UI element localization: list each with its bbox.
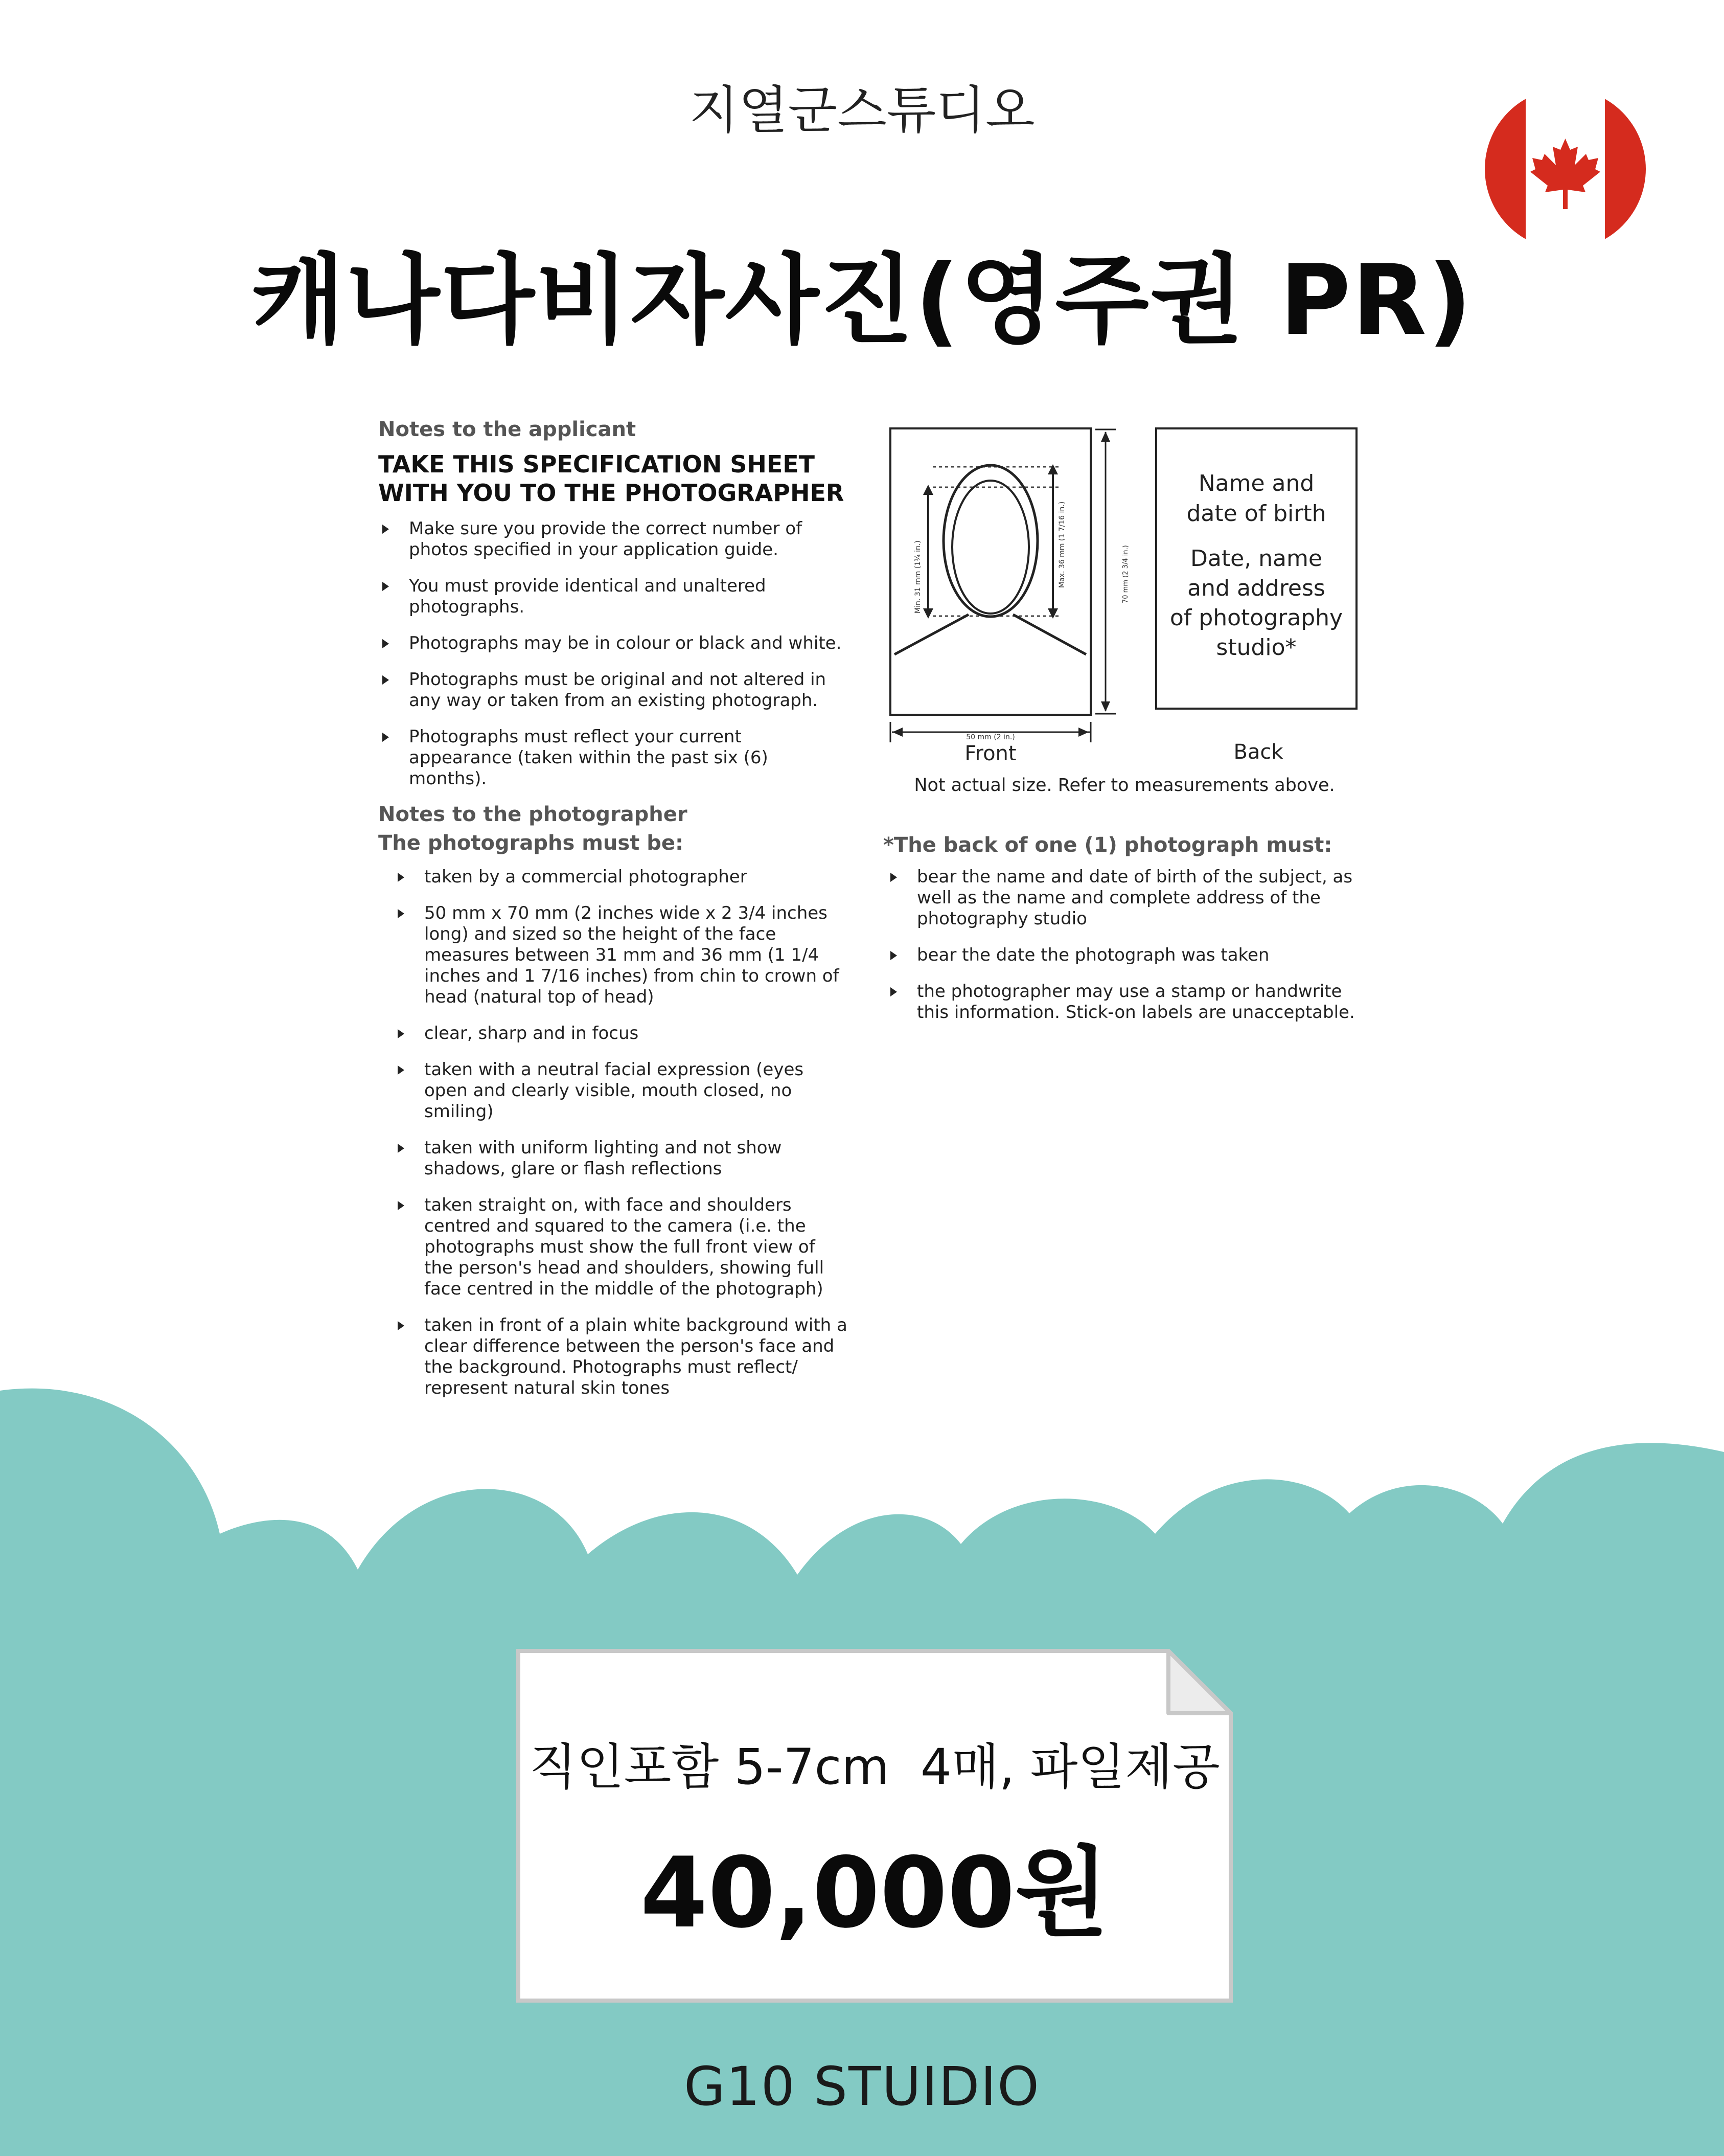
photographer-list xyxy=(394,867,848,1399)
applicant-list xyxy=(378,518,848,789)
page-title: 캐나다비자사진(영주권 PR) xyxy=(251,244,1473,357)
price-card-description: 직인포함 5-7cm 4매, 파일제공 xyxy=(529,1738,1220,1796)
back-text-line2: date of birth xyxy=(1186,501,1326,527)
list-item: taken by a commercial photographer xyxy=(394,867,848,888)
list-item: Photographs must reflect your current appearance (taken within the past six (6) months). xyxy=(378,727,848,789)
list-item: bear the name and date of birth of the subject, as well as the name and complete address of the photography studio xyxy=(886,867,1364,929)
total-height-label: 70 mm (2 3/4 in.) xyxy=(1122,545,1130,603)
back-notes-heading: *The back of one (1) photograph must: xyxy=(883,833,1332,857)
back-text-line5: of photography xyxy=(1169,605,1343,631)
back-notes-list xyxy=(886,867,1364,1023)
back-notes xyxy=(883,831,1364,1038)
back-label: Back xyxy=(1233,740,1283,764)
footer-brand: G10 STUIDIO xyxy=(684,2055,1040,2118)
list-item: Make sure you provide the correct number of photos specified in your application guide. xyxy=(378,518,848,560)
max-height-label: Max. 36 mm (1 7/16 in.) xyxy=(1058,501,1066,588)
list-item: taken straight on, with face and shoulders centred and squared to the camera (i.e. the photographs must show the full front view of the person's head and shoulders, showing full face centred in the middle of the photograph) xyxy=(394,1195,848,1300)
back-text-line6: studio* xyxy=(1216,634,1297,661)
list-item: taken in front of a plain white background with a clear difference between the person's face and the background. Photographs must reflect/ represent natural skin tones xyxy=(394,1315,848,1399)
back-text-line1: Name and xyxy=(1198,470,1315,496)
sheet-title-line1: TAKE THIS SPECIFICATION SHEET xyxy=(378,450,815,478)
list-item: taken with uniform lighting and not show shadows, glare or flash reflections xyxy=(394,1138,848,1179)
list-item: 50 mm x 70 mm (2 inches wide x 2 3/4 inches long) and sized so the height of the face measures between 31 mm and 36 mm (1 1/4 inches and 1 7/16 inches) from chin to crown of head (natural top of head) xyxy=(394,903,848,1008)
sheet-title-line2: WITH YOU TO THE PHOTOGRAPHER xyxy=(378,479,844,507)
diagram-caption: Not actual size. Refer to measurements above. xyxy=(914,775,1335,796)
price-amount: 40,000원 xyxy=(640,1836,1109,1949)
studio-name: 지열군스튜디오 xyxy=(689,80,1035,140)
front-label: Front xyxy=(964,742,1017,765)
applicant-notes xyxy=(378,415,848,805)
min-height-label: Min. 31 mm (1¼ in.) xyxy=(914,540,922,614)
width-label: 50 mm (2 in.) xyxy=(966,733,1015,741)
applicant-heading: Notes to the applicant xyxy=(378,418,636,441)
list-item: bear the date the photograph was taken xyxy=(886,945,1364,966)
list-item: Photographs must be original and not altered in any way or taken from an existing photograph. xyxy=(378,669,848,711)
list-item: the photographer may use a stamp or handwrite this information. Stick-on labels are unacceptable. xyxy=(886,981,1364,1023)
list-item: Photographs may be in colour or black and white. xyxy=(378,633,848,654)
back-text-line4: and address xyxy=(1187,575,1325,601)
back-text-line3: Date, name xyxy=(1190,546,1322,572)
list-item: clear, sharp and in focus xyxy=(394,1023,848,1044)
photographer-notes xyxy=(378,800,848,1414)
photo-spec-diagram xyxy=(884,419,1375,808)
photographer-subheading: The photographs must be: xyxy=(378,831,683,855)
list-item: You must provide identical and unaltered photographs. xyxy=(378,576,848,618)
photographer-heading: Notes to the photographer xyxy=(378,803,687,826)
list-item: taken with a neutral facial expression (eyes open and clearly visible, mouth closed, no smiling) xyxy=(394,1059,848,1122)
